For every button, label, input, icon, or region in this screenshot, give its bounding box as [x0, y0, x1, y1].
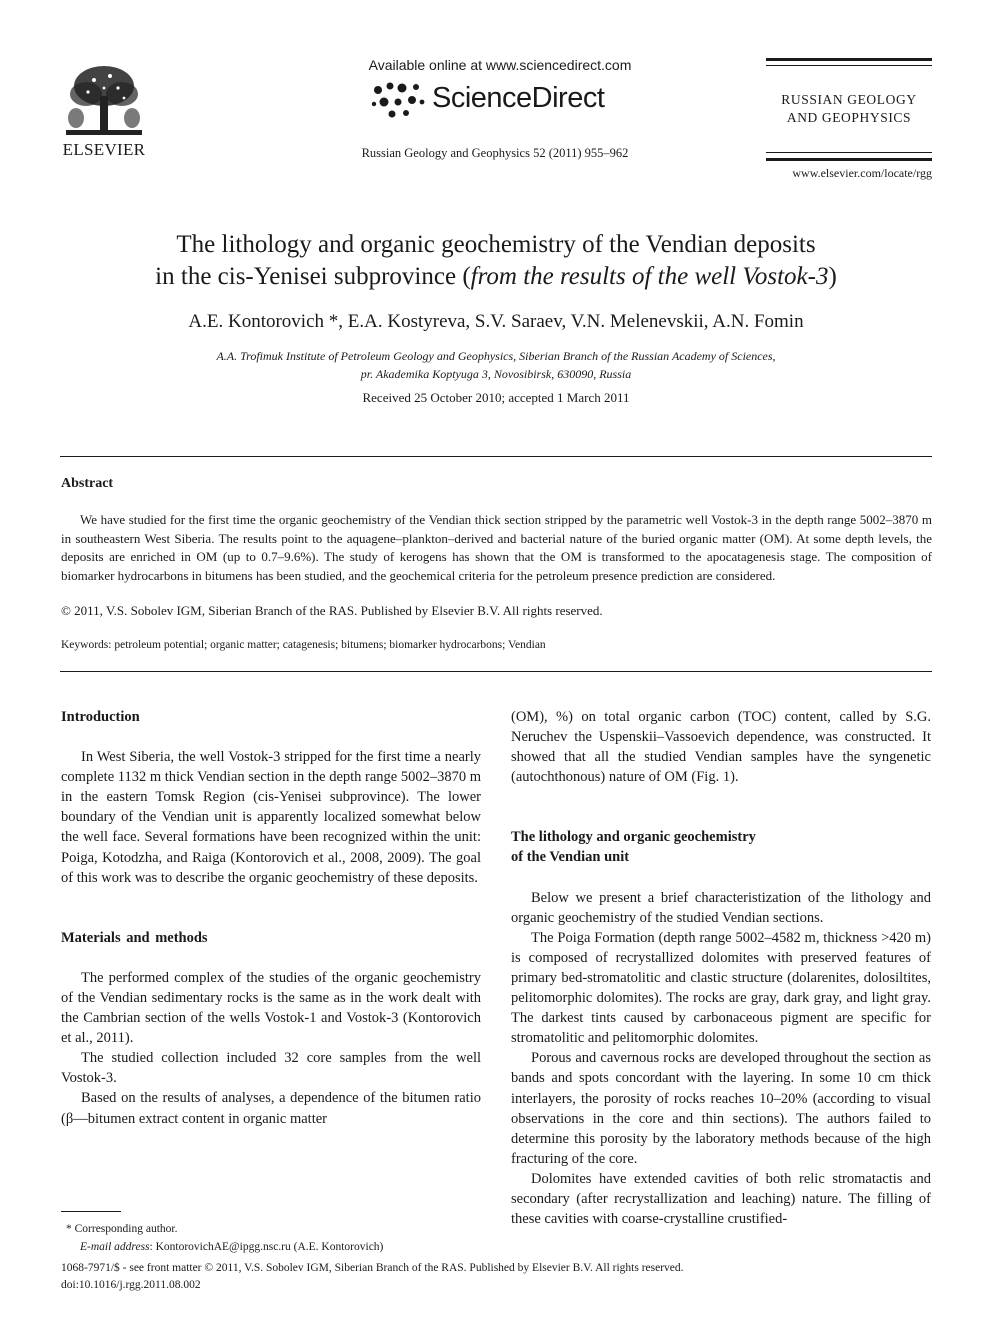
- continued-paragraph: (OM), %) on total organic carbon (TOC) content, called by S.G. Neruchev the Uspenskii–Vassoevich dependence, was constructed. It showed that all the studied Vendian samples have the syngenetic (autochthonous) nature of OM (Fig. 1).: [511, 709, 931, 786]
- divider-bottom: [60, 671, 932, 672]
- lithology-paragraph-4: Dolomites have extended cavities of both relic stromatactis and secondary (after recrystallization and leaching) nature. The filling of these cavities with coarse-crystalline crustified-: [511, 1170, 931, 1228]
- affiliation: A.A. Trofimuk Institute of Petroleum Geology and Geophysics, Siberian Branch of the Russian Academy of Sciences, pr. Akademika Koptyuga 3, Novosibirsk, 630090, Russia: [216, 349, 776, 381]
- methods-paragraph-3: Based on the results of analyses, a dependence of the bitumen ratio (β—bitumen extract content in organic matter: [61, 1090, 481, 1127]
- front-matter-line: 1068-7971/$ - see front matter © 2011, V.S. Sobolev IGM, Siberian Branch of the RAS. Published by Elsevier B.V. All rights reserved.: [61, 1262, 684, 1274]
- methods-heading: Materials and methods: [61, 929, 208, 946]
- methods-paragraph-2: The studied collection included 32 core samples from the well Vostok-3.: [61, 1050, 481, 1087]
- divider-top: [60, 456, 932, 457]
- abstract-text: We have studied for the first time the organic geochemistry of the Vendian thick section stripped by the parametric well Vostok-3 in the depth range 5002–3870 m in southeastern West Siberia. The results point to the aquagene–plankton–derived and bacterial nature of the buried organic matter (OM). At some depth levels, the deposits are enriched in OM (up to 0.7–9.6%). The study of kerogens has shown that the OM is transformed to the apocatagenesis stage. The composition of biomarker hydrocarbons in bitumens has been studied, and the geochemical criteria for the petroleum presence prediction are considered.: [61, 512, 932, 583]
- abstract-heading: Abstract: [61, 476, 114, 491]
- keywords-line: Keywords: petroleum potential; organic matter; catagenesis; bitumens; biomarker hydrocarbons; Vendian: [61, 639, 546, 651]
- lithology-paragraph-3: Porous and cavernous rocks are developed throughout the section as bands and spots concordant with the layering. In some 10 cm thick interlayers, the porosity of rocks reaches 10–20% (according to visual observations in the core and thin sections). The authors failed to determine this porosity by the laboratory methods because of the high fracturing of the core.: [511, 1050, 931, 1167]
- doi-link[interactable]: doi:10.1016/j.rgg.2011.08.002: [61, 1279, 201, 1291]
- lithology-paragraph-1: Below we present a brief characteristization of the lithology and organic geochemistry of the studied Vendian sections.: [511, 889, 931, 926]
- lithology-section-heading: The lithology and organic geochemistry of the Vendian unit: [511, 829, 756, 866]
- journal-name: RUSSIAN GEOLOGY AND GEOPHYSICS: [781, 92, 917, 125]
- journal-citation: Russian Geology and Geophysics 52 (2011) 955–962: [361, 146, 629, 160]
- copyright-line: © 2011, V.S. Sobolev IGM, Siberian Branch of the RAS. Published by Elsevier B.V. All rights reserved.: [61, 603, 603, 618]
- right-column: [511, 707, 931, 1229]
- journal-url-link[interactable]: www.elsevier.com/locate/rgg: [792, 166, 932, 180]
- journal-banner: [766, 58, 932, 162]
- article-title: The lithology and organic geochemistry of the Vendian deposits in the cis-Yenisei subprovince (from the results of the well Vostok-3): [155, 231, 837, 290]
- footnote-rule: [61, 1211, 121, 1212]
- left-column: [61, 707, 481, 1129]
- email-note: E-mail address: KontorovichAE@ipgg.nsc.ru (A.E. Kontorovich): [80, 1241, 384, 1253]
- corresponding-author-note: * Corresponding author.: [66, 1223, 178, 1235]
- introduction-heading: Introduction: [61, 709, 140, 725]
- publisher-name: ELSEVIER: [62, 140, 146, 159]
- sciencedirect-wordmark: ScienceDirect: [432, 82, 605, 114]
- methods-paragraph-1: The performed complex of the studies of the organic geochemistry of the Vendian sedimentary rocks is the same as in the work dealt with the Cambrian section of the wells Vostok-1 and Vostok-3 (Kontorovich et al., 2011).: [61, 969, 481, 1047]
- author-list: A.E. Kontorovich *, E.A. Kostyreva, S.V. Saraev, V.N. Melenevskii, A.N. Fomin: [188, 311, 804, 332]
- received-dates: Received 25 October 2010; accepted 1 March 2011: [362, 390, 630, 405]
- introduction-paragraph: In West Siberia, the well Vostok-3 stripped for the first time a nearly complete 1132 m thick Vendian section in the depth range 5002–3870 m in the eastern Tomsk Region (cis-Yenisei subprovince). The lower boundary of the Vendian unit is apparently localized somewhat below the well face. Several formations have been recognized within the unit: Poiga, Kotodzha, and Raiga (Kontorovich et al., 2008, 2009). The goal of this work was to describe the organic geochemistry of these deposits.: [61, 749, 482, 886]
- lithology-paragraph-2: The Poiga Formation (depth range 5002–4582 m, thickness >420 m) is composed of recrystallized dolomites with preserved features of primary bed-stromatolitic and clastic structure (dolarenites, dolosiltites, pelitomorphic dolomites). The rocks are gray, dark gray, and light gray. The darkest tints caused by carbonaceous pigment are specific for stromatolitic and pelitomorphic dolomites.: [511, 929, 931, 1047]
- available-online-text: Available online at www.sciencedirect.com: [368, 57, 632, 73]
